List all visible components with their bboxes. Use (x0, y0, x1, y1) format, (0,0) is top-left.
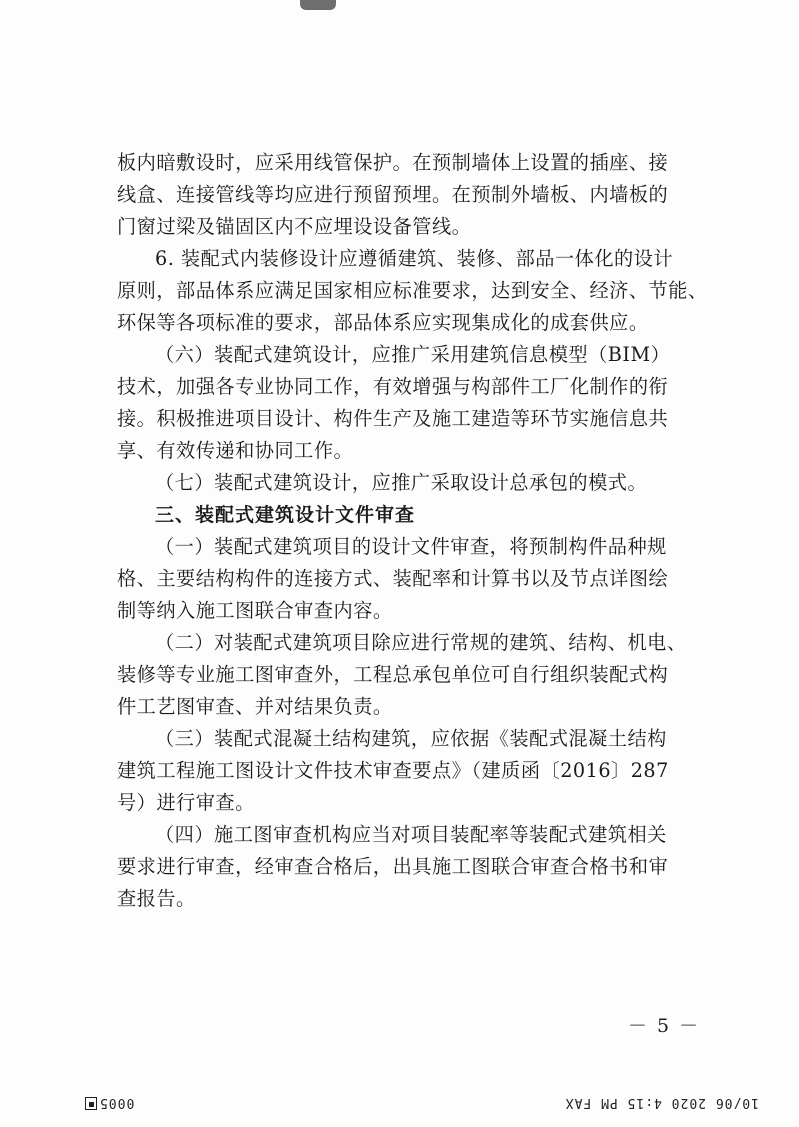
fax-header-strip (0, 1086, 799, 1116)
text-line: 门窗过梁及锚固区内不应埋设设备管线。 (117, 215, 472, 238)
text-line: 技术，加强各专业协同工作，有效增强与构部件工厂化制作的衔 (117, 375, 669, 398)
page-number: － 5 － (628, 1015, 701, 1037)
paragraph-start: （一）装配式建筑项目的设计文件审查，将预制构件品种规 (155, 535, 667, 558)
text-line: 号）进行审查。 (117, 791, 255, 814)
text-line: 接。积极推进项目设计、构件生产及施工建造等环节实施信息共 (117, 407, 669, 430)
document-body (117, 147, 708, 915)
text-line: 板内暗敷设时，应采用线管保护。在预制墙体上设置的插座、接 (117, 151, 669, 174)
paragraph-start: （四）施工图审查机构应当对项目装配率等装配式建筑相关 (155, 823, 667, 846)
paragraph-start: （七）装配式建筑设计，应推广采取设计总承包的模式。 (155, 471, 648, 494)
fax-page-code (85, 1095, 134, 1110)
text-line: 件工艺图审查、并对结果负责。 (117, 695, 393, 718)
text-line: 要求进行审查，经审查合格后，出具施工图联合审查合格书和审 (117, 855, 669, 878)
paragraph-start: 6. 装配式内装修设计应遵循建筑、装修、部品一体化的设计 (155, 247, 674, 270)
paragraph-start: （六）装配式建筑设计，应推广采用建筑信息模型（BIM） (155, 343, 671, 366)
fax-page-number: 0005 (99, 1095, 135, 1110)
paragraph-start: （二）对装配式建筑项目除应进行常规的建筑、结构、机电、 (155, 631, 687, 654)
fax-timestamp: 10/06 2020 4:15 PM FAX (564, 1095, 759, 1110)
text-line: 原则，部品体系应满足国家相应标准要求，达到安全、经济、节能、 (117, 279, 708, 302)
text-line: 享、有效传递和协同工作。 (117, 439, 354, 462)
text-line: 建筑工程施工图设计文件技术审查要点》（建质函〔2016〕287 (117, 759, 669, 782)
scan-artifact (300, 0, 336, 10)
text-line: 环保等各项标准的要求，部品体系应实现集成化的成套供应。 (117, 311, 649, 334)
text-line: 制等纳入施工图联合审查内容。 (117, 599, 393, 622)
text-line: 查报告。 (117, 887, 196, 910)
text-line: 格、主要结构构件的连接方式、装配率和计算书以及节点详图绘 (117, 567, 669, 590)
text-line: 线盒、连接管线等均应进行预留预埋。在预制外墙板、内墙板的 (117, 183, 669, 206)
fax-page-icon (85, 1097, 97, 1110)
paragraph-start: （三）装配式混凝土结构建筑，应依据《装配式混凝土结构 (155, 727, 667, 750)
section-heading: 三、装配式建筑设计文件审查 (155, 504, 416, 526)
text-line: 装修等专业施工图审查外，工程总承包单位可自行组织装配式构 (117, 663, 669, 686)
